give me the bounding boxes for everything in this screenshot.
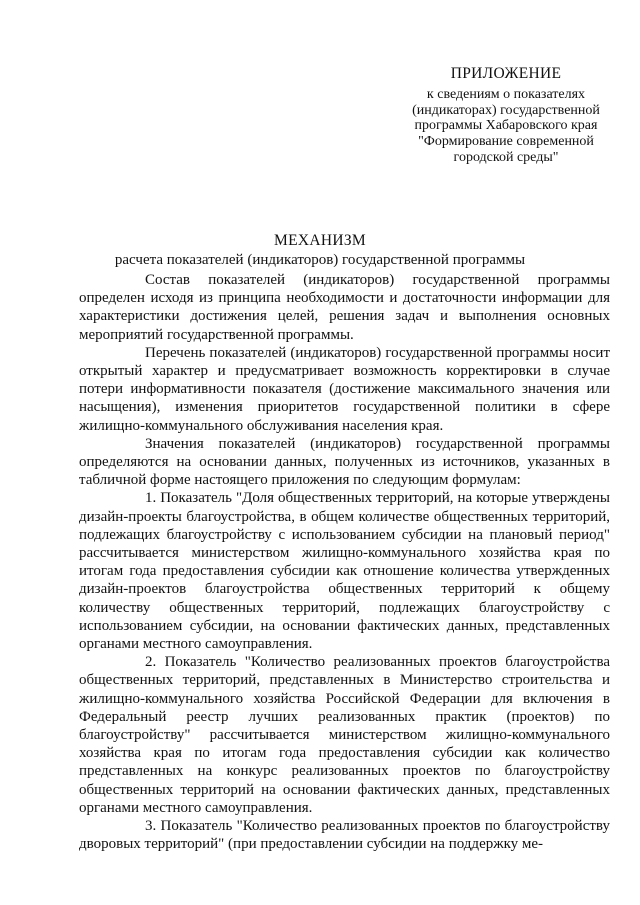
body-paragraph: 2. Показатель "Количество реализованных проектов благоустройства общественных территорий, представленных в Министерство строительства и жилищно-коммунального хозяйства Российской Федерации для включения в Федеральный реестр лучших реализованных практик (проектов) по благоустройству" рассчитывается министерством жилищно-коммунального хозяйства края по итогам года предоставления субсидии как количество представленных на конкурс реализованных проектов по благоустройству общественных территорий на основании фактических данных, представленных органами местного самоуправления. — [79, 654, 610, 816]
document-title: МЕХАНИЗМ — [274, 232, 366, 249]
body-paragraph: 1. Показатель "Доля общественных территорий, на которые утверждены дизайн-проекты благоустройства, в общем количестве общественных территорий, подлежащих благоустройству с использованием субсидии на плановый период" рассчитывается министерством жилищно-коммунального хозяйства края по итогам года предоставления субсидии как отношение количества утвержденных дизайн-проектов благоустройства общественных территорий к общему количеству общественных территорий, подлежащих благоустройству с использованием субсидии, на основании фактических данных, представленных органами местного самоуправления. — [79, 490, 610, 653]
body-paragraph: 3. Показатель "Количество реализованных проектов по благоустройству дворовых территорий" (при предоставлении субсидии на поддержку ме- — [79, 818, 610, 853]
annex-line: программы Хабаровского края — [414, 118, 598, 134]
annex-line: "Формирование современной — [418, 133, 594, 149]
annex-heading: ПРИЛОЖЕНИЕ — [450, 65, 562, 82]
annex-line: к сведениям о показателях — [426, 87, 586, 103]
body-paragraph: Значения показателей (индикаторов) государственной программы определяются на основании данных, полученных из источников, указанных в табличной форме настоящего приложения по следующим формулам: — [79, 435, 610, 489]
body-paragraph: Перечень показателей (индикаторов) государственной программы носит открытый характер и предусматривает возможность корректировки в случае потери информативности показателя (достижение максимального значения или насыщения), изменения приоритетов государственной политики в сфере жилищно-коммунального обслуживания населения края. — [79, 344, 610, 434]
body-paragraph: Состав показателей (индикаторов) государственной программы определен исходя из принципа необходимости и достаточности информации для характеристики достижения целей, решения задач и выполнения основных мероприятий государственной программы. — [79, 272, 610, 343]
document-body — [79, 271, 610, 854]
document-subtitle: расчета показателей (индикаторов) государственной программы — [114, 252, 526, 268]
annex-block — [388, 65, 624, 165]
annex-line: городской среды" — [453, 149, 559, 165]
annex-line: (индикаторах) государственной — [412, 102, 600, 118]
